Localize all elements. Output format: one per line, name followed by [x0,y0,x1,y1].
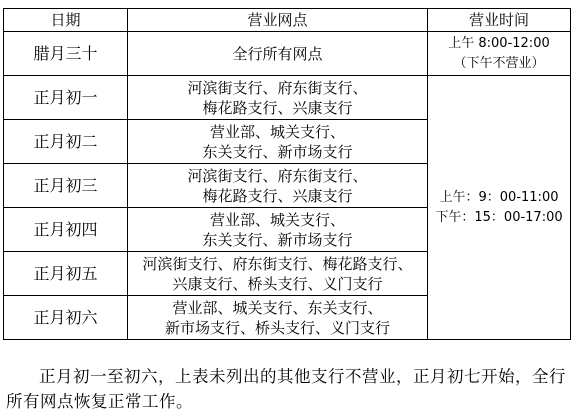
branch-cell [128,32,428,76]
branch-line: 新市场支行、桥头支行、义门支行 [164,318,390,337]
hours-line: （下午不营业） [453,55,545,71]
date-cell: 正月初六 [4,296,128,340]
branch-line: 东关支行、新市场支行 [202,142,353,161]
hours-line: 上午：9：00-11:00 [439,189,559,205]
branch-line: 兴康支行、桥头支行、义门支行 [172,274,383,293]
table-row [4,32,571,76]
date-cell: 正月初四 [4,208,128,252]
branch-cell [128,296,428,340]
branch-line: 河滨街支行、府东街支行、梅花路支行、 [142,254,413,273]
branch-line: 河滨街支行、府东街支行、 [187,166,368,185]
branch-cell [128,164,428,208]
schedule-table [3,8,571,340]
hours-cell [428,32,571,76]
branch-line: 营业部、城关支行、 [209,210,345,229]
branch-line: 梅花路支行、兴康支行 [202,186,353,205]
shared-hours-cell [428,76,571,340]
header-hours: 营业时间 [428,9,571,32]
date-cell: 正月初三 [4,164,128,208]
closing-note: 正月初一至初六，上表未列出的其他支行不营业，正月初七开始，全行所有网点恢复正常工作。 [6,366,566,411]
branch-line: 全行所有网点 [232,44,323,63]
branch-cell [128,120,428,164]
branch-line: 河滨街支行、府东街支行、 [187,78,368,97]
date-cell: 腊月三十 [4,32,128,76]
hours-line: 上午 8:00-12:00 [448,35,550,51]
branch-line: 东关支行、新市场支行 [202,230,353,249]
header-branches: 营业网点 [128,9,428,32]
hours-line: 下午：15：00-17:00 [435,209,563,225]
header-row [4,9,571,32]
branch-line: 梅花路支行、兴康支行 [202,98,353,117]
branch-cell [128,208,428,252]
branch-line: 营业部、城关支行、东关支行、 [172,298,383,317]
date-cell: 正月初一 [4,76,128,120]
date-cell: 正月初二 [4,120,128,164]
table-row [4,76,571,120]
branch-cell [128,252,428,296]
date-cell: 正月初五 [4,252,128,296]
header-date: 日期 [4,9,128,32]
branch-line: 营业部、城关支行、 [209,122,345,141]
branch-cell [128,76,428,120]
